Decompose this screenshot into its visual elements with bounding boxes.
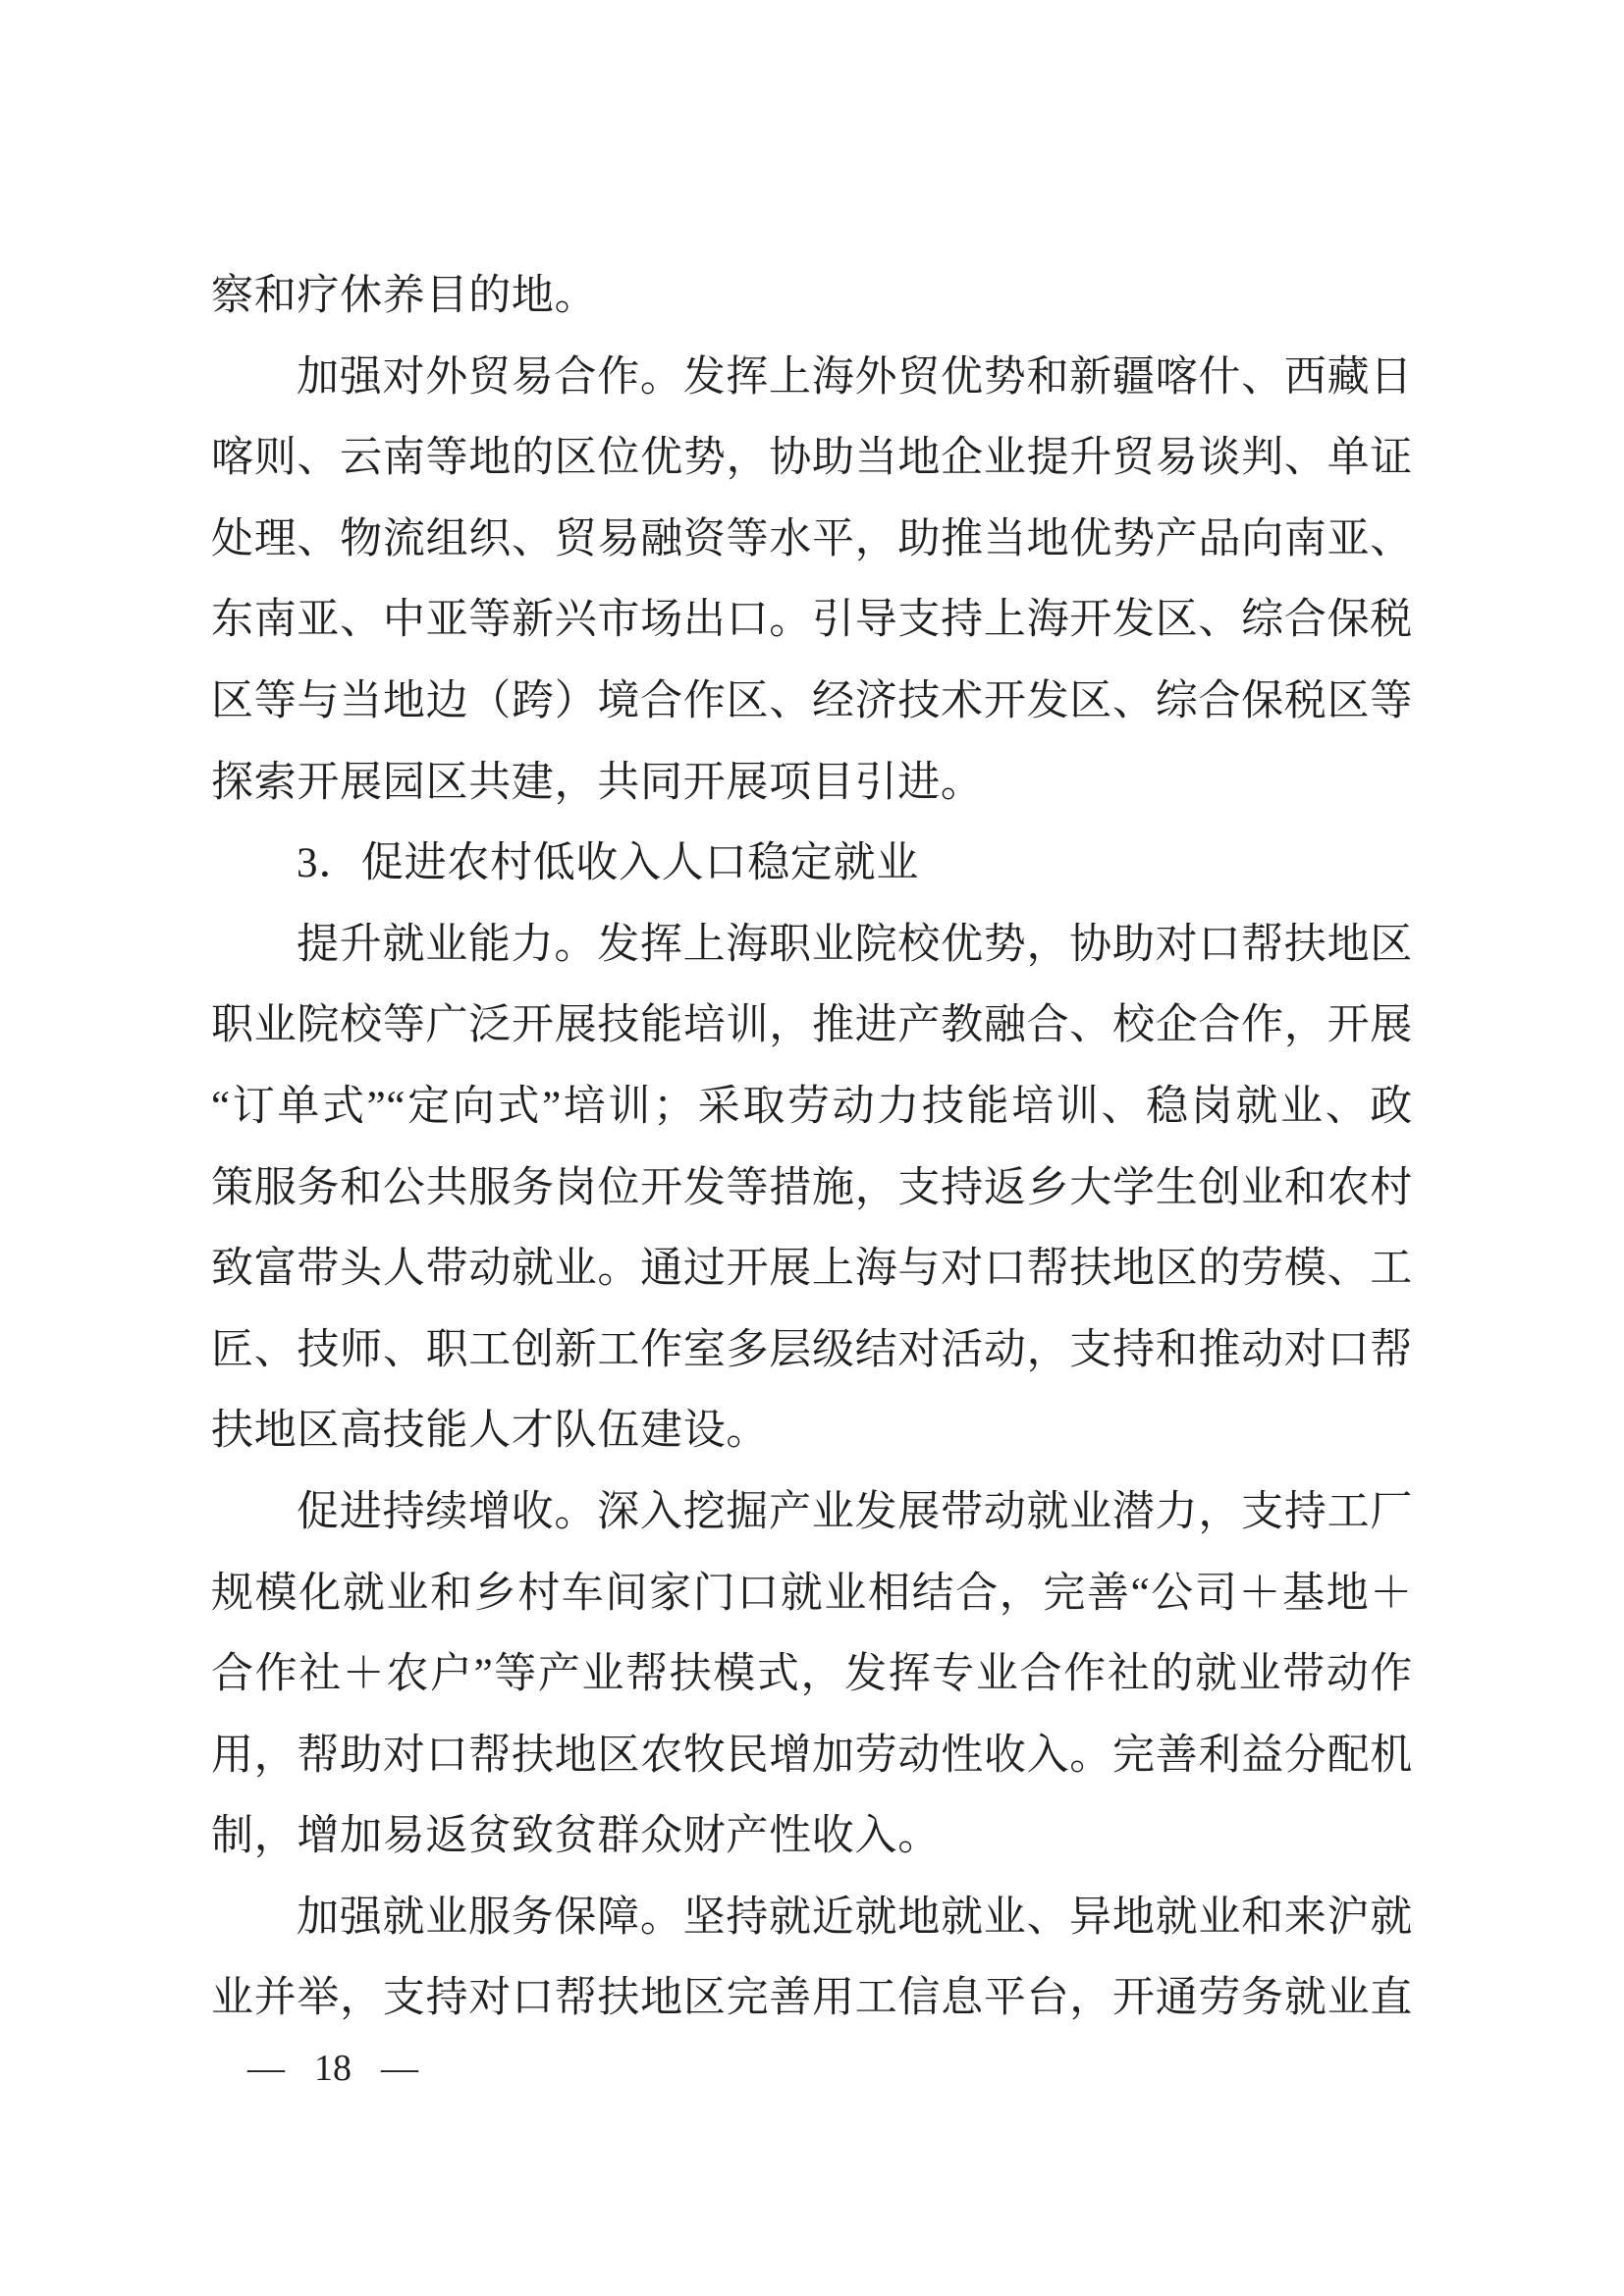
text-line: 制，增加易返贫致贫群众财产性收入。	[211, 1813, 941, 1860]
text-line: 用，帮助对口帮扶地区农牧民增加劳动性收入。完善利益分配机	[211, 1732, 1413, 1779]
text-line: 察和疗休养目的地。	[211, 273, 598, 319]
text-line: 规模化就业和乡村车间家门口就业相结合，完善“公司＋基地＋	[211, 1570, 1413, 1617]
footer-dash-left: —	[247, 2048, 285, 2089]
text-line: 策服务和公共服务岗位开发等措施，支持返乡大学生创业和农村	[211, 1164, 1413, 1211]
text-line: 东南亚、中亚等新兴市场出口。引导支持上海开发区、综合保税	[211, 597, 1413, 644]
text-line: 喀则、云南等地的区位优势，协助当地企业提升贸易谈判、单证	[211, 435, 1413, 482]
page-footer	[247, 2048, 418, 2089]
text-line: 处理、物流组织、贸易融资等水平，助推当地优势产品向南亚、	[211, 515, 1413, 562]
text-line: 促进持续增收。深入挖掘产业发展带动就业潜力，支持工厂	[297, 1488, 1413, 1535]
section-heading-line: 3．促进农村低收入人口稳定就业	[297, 840, 919, 887]
text-line: 合作社＋农户”等产业帮扶模式，发挥专业合作社的就业带动作	[211, 1651, 1413, 1698]
text-line: 职业院校等广泛开展技能培训，推进产教融合、校企合作，开展	[211, 1002, 1413, 1049]
text-line: 探索开展园区共建，共同开展项目引进。	[211, 759, 984, 806]
text-line: 区等与当地边（跨）境合作区、经济技术开发区、综合保税区等	[211, 677, 1413, 724]
text-line: 致富带头人带动就业。通过开展上海与对口帮扶地区的劳模、工	[211, 1246, 1413, 1293]
text-line: 匠、技师、职工创新工作室多层级结对活动，支持和推动对口帮	[211, 1326, 1413, 1373]
text-line: 提升就业能力。发挥上海职业院校优势，协助对口帮扶地区	[297, 921, 1413, 968]
text-line: 业并举，支持对口帮扶地区完善用工信息平台，开通劳务就业直	[211, 1975, 1413, 2022]
text-line: 扶地区高技能人才队伍建设。	[211, 1408, 770, 1455]
footer-dash-right: —	[381, 2048, 418, 2089]
page-number: 18	[314, 2048, 352, 2089]
document-body	[211, 256, 1413, 2040]
text-line: “订单式”“定向式”培训；采取劳动力技能培训、稳岗就业、政	[211, 1083, 1413, 1130]
text-line: 加强就业服务保障。坚持就近就地就业、异地就业和来沪就	[297, 1894, 1413, 1941]
text-line: 加强对外贸易合作。发挥上海外贸优势和新疆喀什、西藏日	[297, 353, 1413, 400]
